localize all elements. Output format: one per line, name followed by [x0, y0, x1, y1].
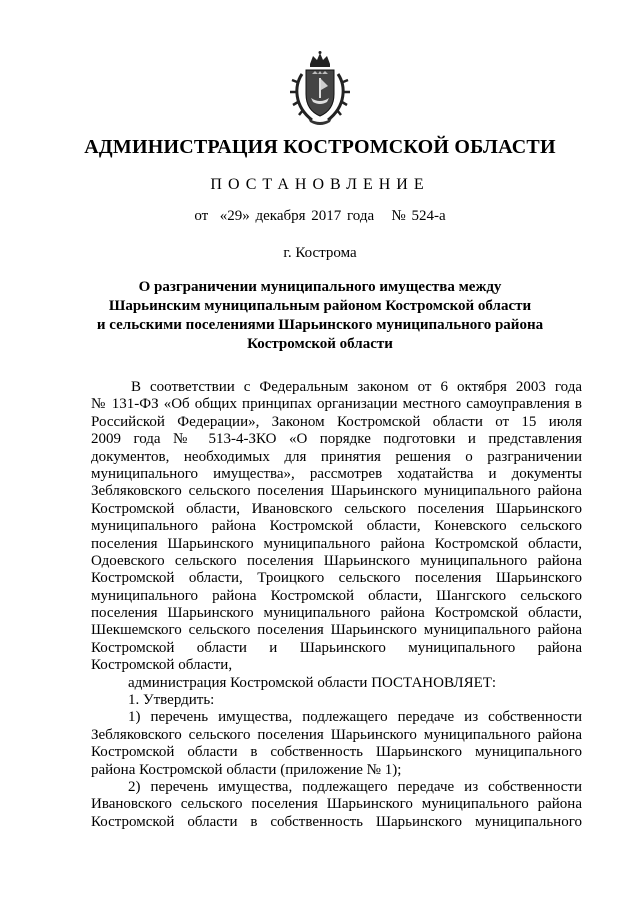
body-line: 2) перечень имущества, подлежащего передаче из собственности [128, 778, 582, 795]
title-line: Костромской области [247, 336, 393, 352]
body-line: Костромской области, Троицкого сельского поселения Шарьинского [91, 570, 582, 587]
body-line: Шекшемского сельского поселения Шарьинского муниципального района [91, 622, 582, 639]
title-line: О разграничении муниципального имущества между [138, 279, 502, 295]
body-line: Костромской области в собственность Шарьинского муниципального [91, 813, 582, 830]
body-line: 1) перечень имущества, подлежащего передаче из собственности [128, 709, 582, 726]
title-line: и сельскими поселениями Шарьинского муниципального района [96, 317, 544, 333]
coat-of-arms-icon [288, 50, 352, 126]
title-line: Шарьинским муниципальным районом Костромской области [108, 298, 532, 314]
body-line: Костромской области в собственность Шарьинского муниципального [91, 744, 582, 761]
body-line: района Костромской области (приложение № 1); [91, 761, 402, 778]
organization-heading: АДМИНИСТРАЦИЯ КОСТРОМСКОЙ ОБЛАСТИ [84, 136, 556, 158]
body-line: муниципального района Костромской области, Коневского сельского [91, 518, 582, 535]
body-line: муниципального района Костромской области, Шангского сельского [91, 587, 582, 604]
document-type: ПОСТАНОВЛЕНИЕ [210, 176, 430, 193]
body-line: администрация Костромской области ПОСТАНОВЛЯЕТ: [128, 674, 497, 691]
body-line: муниципального имущества», рассмотрев ходатайства и документы [91, 465, 582, 482]
body-line: Зебляковского сельского поселения Шарьинского муниципального района [91, 726, 582, 743]
document-title [90, 278, 550, 354]
body-line: Российской Федерации», Законом Костромской области от 15 июля [91, 413, 582, 430]
body-line: поселения Шарьинского муниципального района Костромской области, [91, 605, 582, 622]
body-line: Костромской области, [91, 657, 233, 674]
body-line: № 131-ФЗ «Об общих принципах организации местного самоуправления в [91, 396, 582, 413]
date-and-number: от «29» декабря 2017 года № 524-а [194, 208, 446, 224]
body-line: Костромской области и Шарьинского муниципального района [91, 639, 582, 656]
body-line: 1. Утвердить: [128, 692, 215, 709]
document-body [91, 379, 582, 831]
body-line: Одоевского сельского поселения Шарьинского муниципального района [91, 552, 582, 569]
body-line: Зебляковского сельского поселения Шарьинского муниципального района [91, 483, 582, 500]
body-line: документов, необходимых для принятия решения о разграничении [91, 448, 582, 465]
body-line: В соответствии с Федеральным законом от 6 октября 2003 года [131, 379, 582, 395]
body-line: поселения Шарьинского муниципального района Костромской области, [91, 535, 582, 552]
body-line: Ивановского сельского поселения Шарьинского муниципального района [91, 796, 582, 813]
body-line: 2009 года № 513-4-ЗКО «О порядке подготовки и представления [91, 431, 582, 448]
body-line: Костромской области, Ивановского сельского поселения Шарьинского [91, 500, 582, 517]
city-name: г. Кострома [283, 245, 357, 261]
